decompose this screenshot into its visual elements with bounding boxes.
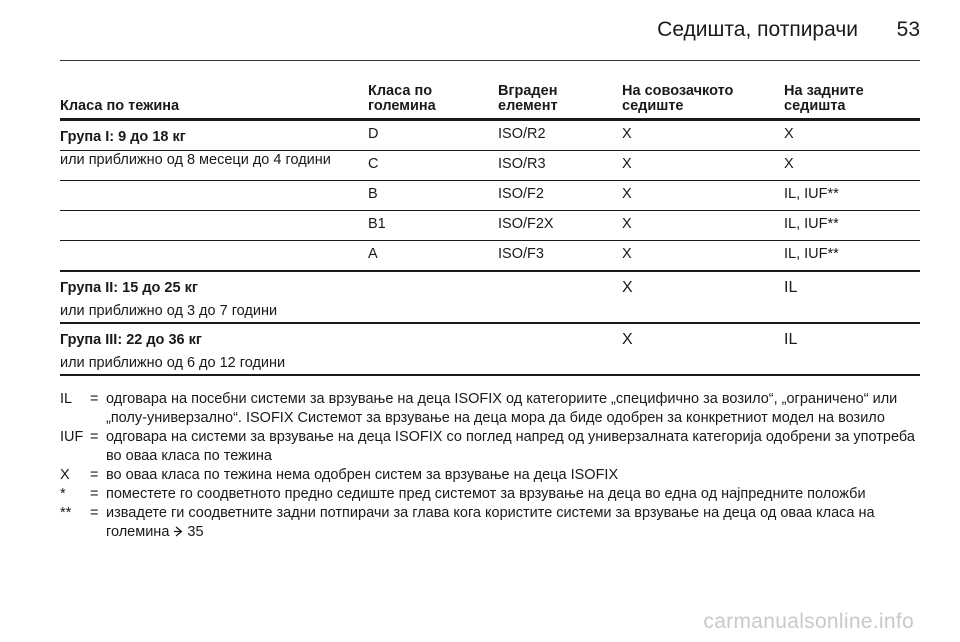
size-class-cell: B [368, 186, 378, 202]
header-line: Вграден елемент [498, 83, 558, 114]
legend-equals: = [90, 391, 99, 407]
page-reference-number: 35 [187, 524, 204, 540]
legend-item-il [60, 390, 920, 428]
fixture-cell: ISO/F2 [498, 186, 544, 202]
table-header [60, 76, 920, 121]
legend-key: IUF [60, 429, 84, 445]
legend-text: во оваа класа по тежина нема одобрен систем за врзување на деца ISOFIX [106, 467, 619, 483]
group-subtitle: или приближно од 6 до 12 години [60, 355, 286, 371]
column-header-weight-class: Класа по тежина [60, 98, 180, 114]
group-title: Група I: 9 до 18 кг [60, 129, 186, 145]
legend-key: * [60, 486, 66, 502]
legend-item-iuf [60, 428, 920, 466]
page-number: 53 [896, 18, 920, 41]
page-header [60, 18, 920, 48]
legend-text: одговара на системи за врзување на деца ISOFIX со поглед напред од универзалната категорија одобрени за употреба во оваа класа по тежина [106, 429, 915, 464]
legend-key: IL [60, 391, 73, 407]
rear-seat-cell: IL, IUF** [784, 186, 839, 202]
legend-key: ** [60, 505, 72, 521]
legend-equals: = [90, 505, 99, 521]
header-line: На совозачкото седиште [622, 83, 734, 114]
group-subtitle: или приближно од 3 до 7 години [60, 303, 278, 319]
weight-group-2 [60, 272, 920, 324]
front-seat-cell: X [622, 186, 632, 202]
rear-seat-cell: IL, IUF** [784, 246, 839, 262]
table-row [60, 241, 920, 270]
fixture-cell: ISO/F3 [498, 246, 544, 262]
front-seat-cell: X [622, 279, 633, 296]
page-reference-icon [173, 526, 184, 537]
table-row [60, 121, 920, 151]
legend [60, 390, 920, 542]
group-title: Група III: 22 до 36 кг [60, 332, 202, 348]
size-class-cell: C [368, 156, 379, 172]
group-info [60, 277, 277, 323]
page-title: Седишта, потпирачи [657, 18, 858, 41]
column-header-size-class [368, 84, 436, 114]
legend-equals: = [90, 429, 99, 445]
legend-text: поместете го соодветното предно седиште пред системот за врзување на деца во една од најпредните положби [106, 486, 866, 502]
rear-seat-cell: X [784, 156, 794, 172]
group-subtitle: или приближно од 8 месеци до 4 години [60, 152, 331, 168]
front-seat-cell: X [622, 126, 632, 142]
legend-text: извадете ги соодветните задни потпирачи за глава кога користите системи за врзување на деца од оваа класа на големина [106, 505, 875, 540]
header-line: На задните седишта [784, 83, 864, 114]
group-info [60, 329, 285, 375]
page-reference-link[interactable] [173, 524, 203, 540]
rear-seat-cell: IL [784, 331, 798, 348]
table-row [60, 211, 920, 241]
watermark: carmanualsonline.info [703, 610, 914, 633]
group-title: Група II: 15 до 25 кг [60, 280, 198, 296]
legend-equals: = [90, 467, 99, 483]
legend-item-x [60, 466, 920, 485]
table-row [60, 181, 920, 211]
legend-item-double-asterisk [60, 504, 920, 542]
fixture-cell: ISO/R3 [498, 156, 546, 172]
weight-group-1 [60, 121, 920, 272]
rear-seat-cell: X [784, 126, 794, 142]
front-seat-cell: X [622, 331, 633, 348]
header-line: Класа по големина [368, 83, 436, 114]
front-seat-cell: X [622, 156, 632, 172]
size-class-cell: B1 [368, 216, 386, 232]
column-header-fixture [498, 84, 558, 114]
front-seat-cell: X [622, 246, 632, 262]
legend-text: одговара на посебни системи за врзување на деца ISOFIX од категориите „специфично за возило“, „ограничено“ или „полу-универзално“. ISOFIX Системот за врзување на деца мора да биде одобрен за конкретниот модел на возило [106, 391, 898, 426]
rear-seat-cell: IL, IUF** [784, 216, 839, 232]
table-row [60, 151, 920, 181]
size-class-cell: A [368, 246, 378, 262]
column-header-rear-seats [784, 84, 864, 114]
rear-seat-cell: IL [784, 279, 798, 296]
front-seat-cell: X [622, 216, 632, 232]
isofix-compatibility-table [60, 76, 920, 376]
legend-key: X [60, 467, 70, 483]
fixture-cell: ISO/R2 [498, 126, 546, 142]
fixture-cell: ISO/F2X [498, 216, 554, 232]
size-class-cell: D [368, 126, 379, 142]
weight-group-3 [60, 324, 920, 376]
header-rule [60, 60, 920, 61]
legend-equals: = [90, 486, 99, 502]
legend-item-single-asterisk [60, 485, 920, 504]
column-header-front-passenger-seat [622, 84, 733, 114]
